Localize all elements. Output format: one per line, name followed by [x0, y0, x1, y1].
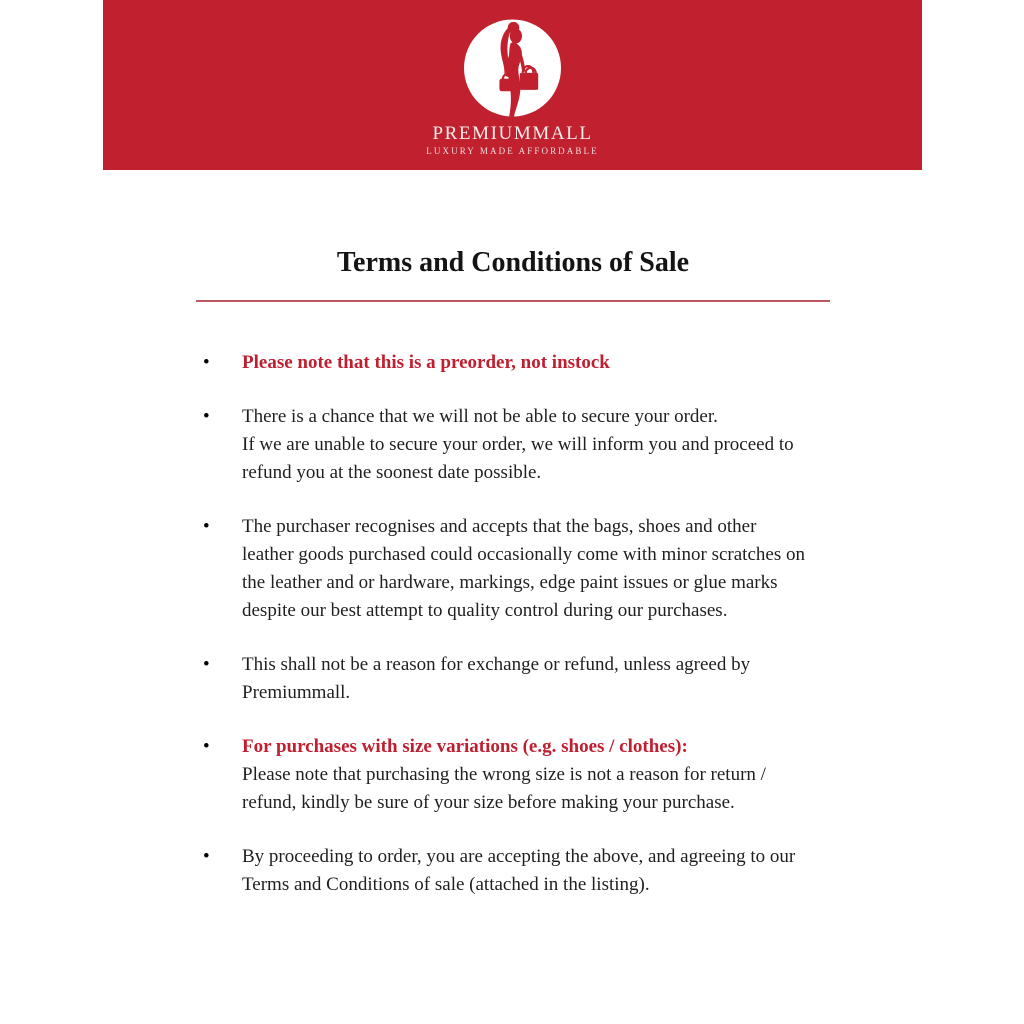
terms-line: despite our best attempt to quality control during our purchases.: [242, 600, 728, 621]
terms-list-item: [196, 349, 830, 377]
brand-tagline: LUXURY MADE AFFORDABLE: [426, 146, 599, 156]
terms-item-text: [242, 651, 830, 707]
terms-item-text: [242, 349, 830, 377]
brand-header: [103, 0, 922, 170]
bullet-marker: •: [203, 654, 210, 675]
terms-line: Premiummall.: [242, 682, 351, 703]
brand-name: PREMIUMMALL: [432, 123, 593, 144]
woman-with-shopping-bags-icon: [464, 16, 561, 120]
title-divider: [196, 300, 830, 302]
terms-line: refund you at the soonest date possible.: [242, 462, 542, 483]
terms-line: There is a chance that we will not be able to secure your order.: [242, 406, 718, 427]
terms-line: The purchaser recognises and accepts that the bags, shoes and other: [242, 516, 757, 537]
terms-line: leather goods purchased could occasionally come with minor scratches on: [242, 544, 805, 565]
terms-line: Please note that purchasing the wrong size is not a reason for return /: [242, 764, 766, 785]
bullet-marker: •: [203, 516, 210, 537]
brand-logo: [464, 16, 561, 120]
bullet-marker: •: [203, 736, 210, 757]
terms-line-emphasis: Please note that this is a preorder, not instock: [242, 352, 610, 373]
terms-item-text: [242, 403, 830, 487]
bullet-marker: •: [203, 406, 210, 427]
terms-list-item: [196, 733, 830, 817]
terms-list-item: [196, 651, 830, 707]
document-body: [196, 170, 830, 925]
page-title: Terms and Conditions of Sale: [336, 247, 690, 278]
terms-item-text: [242, 513, 830, 625]
terms-line: If we are unable to secure your order, we will inform you and proceed to: [242, 434, 794, 455]
terms-line: the leather and or hardware, markings, edge paint issues or glue marks: [242, 572, 778, 593]
bullet-marker: •: [203, 352, 210, 373]
terms-list-item: [196, 403, 830, 487]
terms-line: refund, kindly be sure of your size before making your purchase.: [242, 792, 735, 813]
terms-list-item: [196, 843, 830, 899]
terms-item-text: [242, 843, 830, 899]
terms-line: This shall not be a reason for exchange or refund, unless agreed by: [242, 654, 751, 675]
terms-line-emphasis: For purchases with size variations (e.g. shoes / clothes):: [242, 736, 688, 757]
bullet-marker: •: [203, 846, 210, 867]
terms-list-item: [196, 513, 830, 625]
terms-list: [196, 349, 830, 899]
terms-line: Terms and Conditions of sale (attached in the listing).: [242, 874, 650, 895]
terms-item-text: [242, 733, 830, 817]
terms-line: By proceeding to order, you are accepting the above, and agreeing to our: [242, 846, 796, 867]
